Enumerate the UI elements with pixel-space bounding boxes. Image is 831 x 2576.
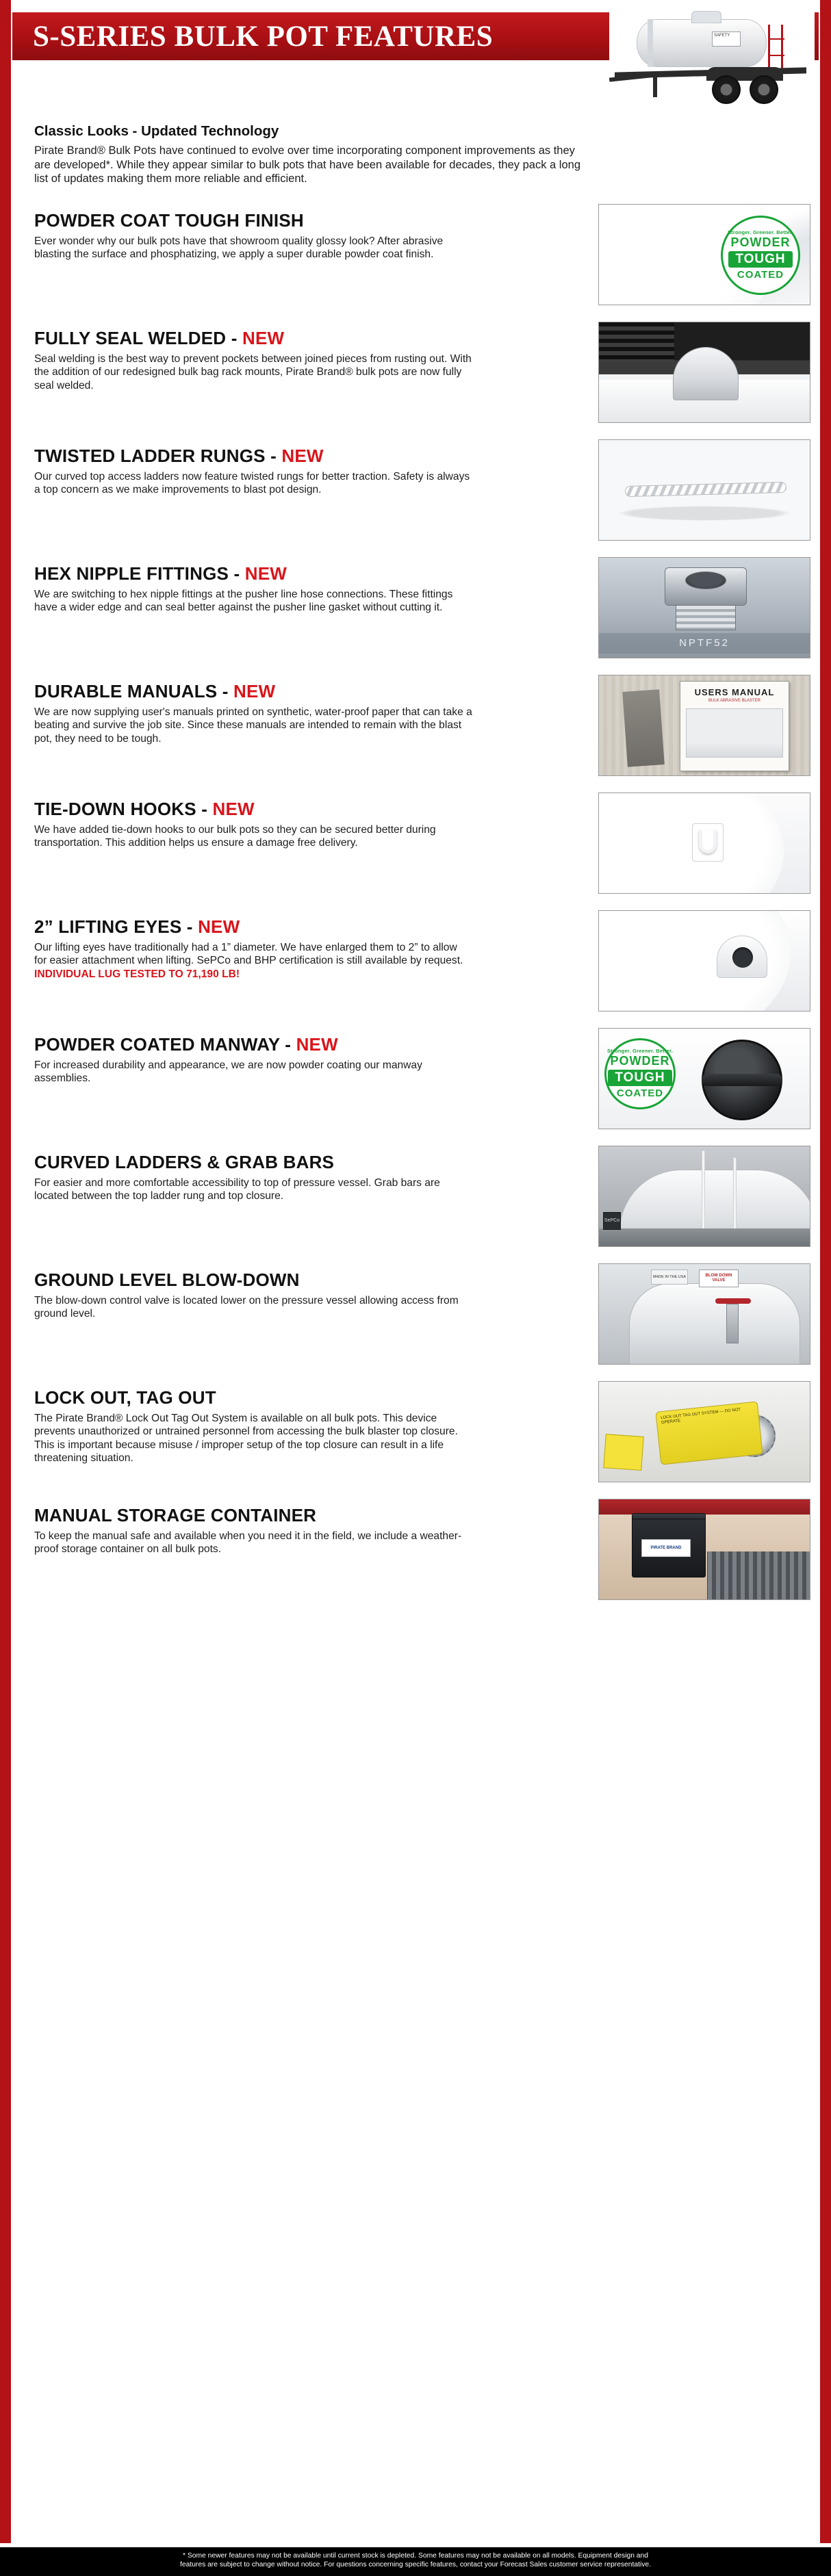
feature-new-badge: NEW [233,680,276,701]
feature-row [11,1263,820,1366]
feature-title-text: POWDER COATED MANWAY - [34,1033,296,1055]
feature-title [34,329,586,348]
feature-row [11,1146,820,1248]
tie-down-hook-shape [692,823,724,862]
manual-subtitle-text: BULK ABRASIVE BLASTER [708,698,761,703]
feature-row [11,1499,820,1601]
feature-text [34,1263,598,1321]
feature-row [11,322,820,424]
footer-line-1: * Some newer features may not be available until current stock is depleted. Some features may not be available on all models. Equipment design and [183,2552,648,2560]
feature-title [34,682,586,701]
intro-section [11,116,820,197]
feature-text [34,910,598,981]
feature-body-emphasis: INDIVIDUAL LUG TESTED TO 71,190 LB! [34,968,240,980]
feature-body-text: Our lifting eyes have traditionally had a 1” diameter. We have enlarged them to 2” to allow for easier attachment when lifting. SePCo and BHP certification is still available by request. [34,941,463,967]
feature-image-manual-storage-container [598,1499,810,1600]
feature-body: We are switching to hex nipple fittings at the pusher line hose connections. These fittings have a wider edge and can seal better against the pusher line gasket without cutting it. [34,588,453,614]
grab-bar-left-shape [702,1150,705,1233]
feature-text [34,439,598,497]
pressure-vessel-shape [637,19,767,67]
feature-body: Ever wonder why our bulk pots have that showroom quality glossy look? After abrasive blasting the surface and phosphatizing, we apply a super durable powder coat finish. [34,235,444,261]
feature-row [11,1028,820,1131]
feature-title [34,564,586,583]
vessel-band-shape [648,19,653,67]
feature-title-text: DURABLE MANUALS - [34,680,234,701]
photo-backdrop [599,675,810,775]
hook-loop-shape [699,830,717,853]
powder-tough-coated-badge [721,216,800,295]
feature-image-lock-out-tag-out [598,1381,810,1482]
twisted-rung-shape [625,481,787,496]
feature-title-text: HEX NIPPLE FITTINGS - [34,563,245,584]
feature-body: Seal welding is the best way to prevent pockets between joined pieces from rusting out. With the addition of our redesigned bulk bag rack mounts, Pirate Brand® bulk pots are now fully seal welded. [34,352,472,391]
feature-image-blow-down [598,1263,810,1365]
floor-shape [599,1228,810,1246]
manual-title-text: USERS MANUAL [694,686,775,697]
feature-image-tie-down-hook [598,793,810,894]
badge-tough-text: TOUGH [728,251,792,268]
feature-image-durable-manual [598,675,810,776]
feature-title [34,1388,586,1407]
footer-disclaimer [0,2547,831,2576]
badge-powder-text: POWDER [730,235,791,249]
blow-down-valve-shape [726,1304,739,1343]
feature-text [34,1146,598,1203]
manual-cover [680,681,789,771]
feature-title [34,1035,586,1054]
feature-image-hex-nipple [598,557,810,658]
feature-row [11,1381,820,1484]
badge-powder-text: POWDER [610,1054,670,1068]
made-in-usa-plate: MADE IN THE USA [651,1270,688,1285]
feature-title-text: POWDER COAT TOUGH FINISH [34,209,304,231]
badge-tough-text: TOUGH [608,1070,672,1086]
feature-image-powder-coat-finish [598,204,810,305]
feature-text [34,557,598,615]
feature-row [11,557,820,660]
powder-tough-coated-badge [604,1038,676,1109]
feature-title [34,211,586,230]
feature-text [34,675,598,746]
photo-backdrop [599,793,810,893]
feature-new-badge: NEW [244,563,287,584]
feature-text [34,793,598,850]
feature-body: For easier and more comfortable accessibility to top of pressure vessel. Grab bars are located between the top ladder rung and top closure. [34,1176,440,1202]
feature-title [34,446,586,465]
feature-title-text: 2” LIFTING EYES - [34,916,199,937]
feature-title-text: TWISTED LADDER RUNGS - [34,445,282,466]
feature-body: We have added tie-down hooks to our bulk pots so they can be secured better during transportation. This addition helps us ensure a damage free delivery. [34,823,436,849]
valve-handle-shape [715,1298,751,1304]
vessel-surface-shape [598,793,784,894]
feature-title [34,917,586,936]
manway-yoke-shape [702,1074,782,1086]
feature-text [34,322,598,393]
feature-title [34,1152,586,1172]
powder-tough-coated-badge-small [604,1038,676,1109]
photo-backdrop [599,440,810,540]
feature-body: The Pirate Brand® Lock Out Tag Out System is available on all bulk pots. This device prevents unauthorized or untrained personnel from accessing the bulk blaster top closure. This is important because misuse / improper setup of the top closure can result in a life threatening situation. [34,1412,458,1465]
feature-new-badge: NEW [242,327,285,348]
feature-image-twisted-rung [598,439,810,541]
blow-down-valve-label: BLOW DOWN VALVE [699,1270,739,1287]
fitting-stamp-text: NPTF52 [599,633,810,654]
feature-new-badge: NEW [296,1033,338,1055]
feature-text [34,1499,598,1556]
feature-new-badge: NEW [212,798,255,819]
photo-backdrop [599,1146,810,1246]
background-stripes-shape [599,322,674,362]
feature-row [11,675,820,777]
feature-body: Our curved top access ladders now feature twisted rungs for better traction. Safety is always a top concern as we make improvements to blast pot design. [34,470,470,496]
badge-coated-text: COATED [616,1087,664,1099]
vessel-data-plate: SAFETY [712,31,741,47]
feature-row [11,793,820,895]
feature-body: For increased durability and appearance, we are now powder coating our manway assemblies. [34,1059,422,1085]
feature-text [34,1381,598,1465]
vessel-shape [629,1283,800,1365]
trailer-wheel-rear [750,75,778,104]
feature-body: To keep the manual safe and available when you need it in the field, we include a weather-proof storage container on all bulk pots. [34,1530,462,1556]
feature-title [34,1270,586,1289]
welded-bracket-shape [673,347,739,400]
photo-backdrop [599,911,810,1011]
intro-heading: Classic Looks - Updated Technology [34,123,279,139]
vessel-red-band-shape [599,1499,810,1515]
feature-text [34,204,598,261]
feature-title-text: FULLY SEAL WELDED - [34,327,242,348]
badge-coated-text: COATED [737,269,784,281]
grate-shape [707,1551,810,1599]
feature-new-badge: NEW [198,916,240,937]
manual-cover-image [686,708,783,758]
feature-image-curved-ladder [598,1146,810,1247]
photo-backdrop [599,1264,810,1364]
badge-tagline: Stronger. Greener. Better. [727,229,794,235]
feature-body: The blow-down control valve is located lower on the pressure vessel allowing access from ground level. [34,1294,459,1320]
feature-row [11,439,820,542]
feature-title-text: GROUND LEVEL BLOW-DOWN [34,1269,300,1290]
trailer-wheel-front [712,75,741,104]
strap-shape [622,689,665,767]
photo-backdrop [599,558,810,658]
ladder-shape [768,25,783,73]
feature-body [34,941,472,981]
photo-backdrop [599,322,810,422]
warning-tag-shape [603,1434,643,1471]
feature-title-text: CURVED LADDERS & GRAB BARS [34,1151,335,1172]
photo-backdrop [599,1029,810,1129]
feature-title [34,799,586,819]
footer-line-2: features are subject to change without notice. For questions concerning specific features, contact your Forecast Sales customer service representative. [180,2560,651,2568]
feature-title-text: LOCK OUT, TAG OUT [34,1387,216,1408]
page-title: S-SERIES BULK POT FEATURES [33,20,494,53]
feature-text [34,1028,598,1085]
rung-shadow-shape [617,506,792,521]
trailer-jack-shape [653,74,657,97]
grab-bar-right-shape [733,1157,737,1233]
feature-title [34,1506,586,1525]
feature-image-powder-coated-manway [598,1028,810,1129]
feature-list [11,197,820,1601]
lockout-device-shape: LOCK OUT TAG OUT SYSTEM — DO NOT OPERATE [655,1401,763,1465]
photo-backdrop [599,1499,810,1599]
feature-row [11,204,820,307]
photo-backdrop [599,205,810,305]
feature-body: We are now supplying user's manuals printed on synthetic, water-proof paper that can take a beating and survive the job site. Since these manuals are intended to remain with the blast pot, they need to be tough. [34,706,472,745]
equipment-label: SePCo [603,1212,621,1230]
trailer-illustration [609,4,815,117]
feature-title-text: TIE-DOWN HOOKS - [34,798,213,819]
photo-backdrop [599,1382,810,1482]
page-footer [0,2547,831,2576]
feature-image-seal-welded [598,322,810,423]
feature-row [11,910,820,1013]
intro-body: Pirate Brand® Bulk Pots have continued to evolve over time incorporating component improvements as they are developed*. While they appear similar to bulk pots that have been available for decades, they pack a long list of updates making them more reliable and efficient. [34,144,580,185]
page-header [11,0,820,116]
feature-title-text: MANUAL STORAGE CONTAINER [34,1504,317,1525]
hex-bore-shape [685,571,726,589]
lifting-eye-hole-shape [732,947,753,968]
vessel-top-closure-shape [691,11,721,23]
feature-new-badge: NEW [281,445,324,466]
feature-image-lifting-eye [598,910,810,1012]
storage-brand-label: PIRATE BRAND [641,1539,691,1557]
badge-tagline: Stronger. Greener. Better. [606,1048,674,1054]
header-product-photo [609,4,815,117]
